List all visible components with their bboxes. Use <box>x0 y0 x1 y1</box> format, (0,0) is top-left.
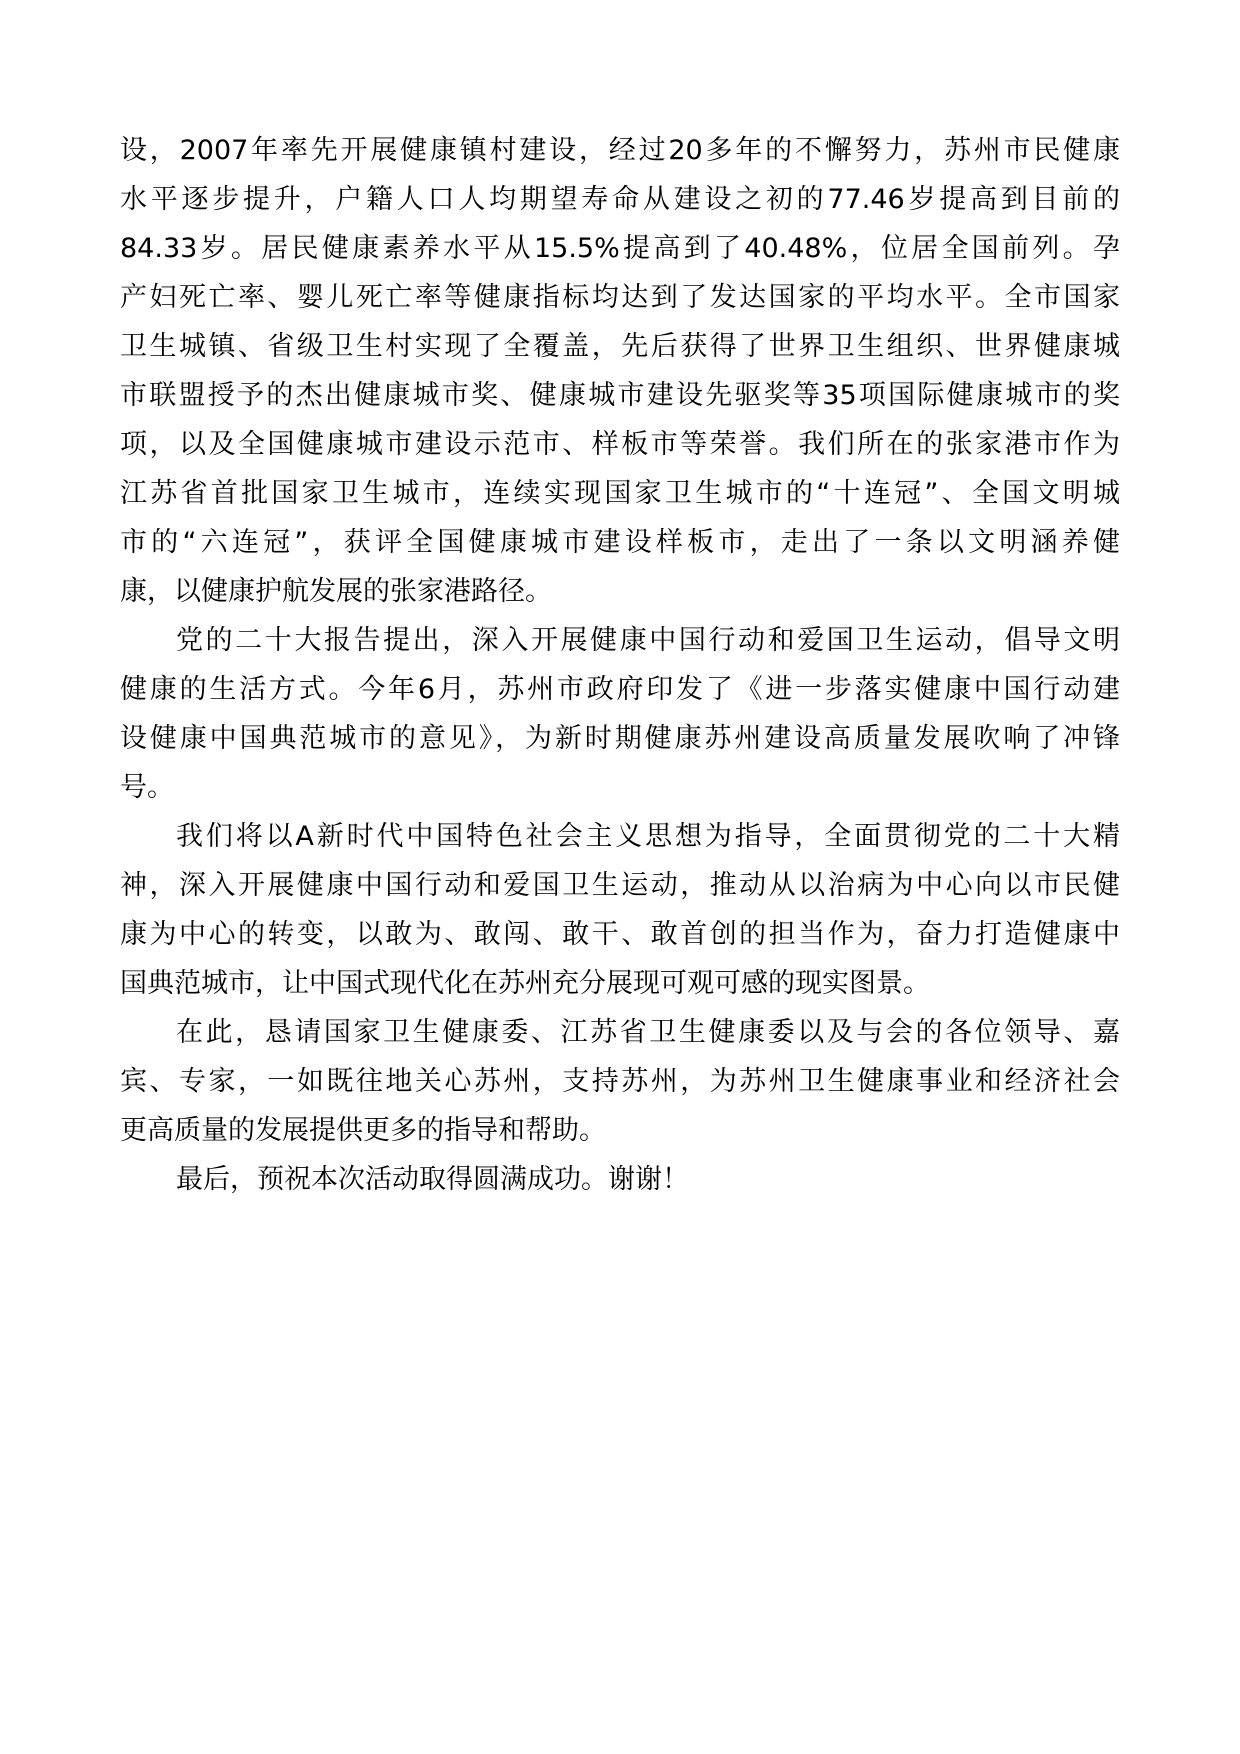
text-line: 设健康中国典范城市的意见》，为新时期健康苏州建设高质量发展吹响了冲锋 <box>120 723 1120 754</box>
text-line: 项，以及全国健康城市建设示范市、样板市等荣誉。我们所在的张家港市作为 <box>120 429 1120 460</box>
text-line: 84.33岁。居民健康素养水平从15.5%提高到了40.48%，位居全国前列。孕 <box>120 233 1120 264</box>
text-line: 市联盟授予的杰出健康城市奖、健康城市建设先驱奖等35项国际健康城市的奖 <box>120 380 1120 411</box>
text-line: 我们将以A新时代中国特色社会主义思想为指导，全面贯彻党的二十大精 <box>176 821 1120 852</box>
text-line: 卫生城镇、省级卫生村实现了全覆盖，先后获得了世界卫生组织、世界健康城 <box>120 331 1120 362</box>
text-line: 党的二十大报告提出，深入开展健康中国行动和爱国卫生运动，倡导文明 <box>176 625 1120 656</box>
document-body <box>120 126 1120 1204</box>
text-line: 康，以健康护航发展的张家港路径。 <box>120 576 552 607</box>
paragraph-1 <box>120 126 1120 616</box>
text-line: 江苏省首批国家卫生城市，连续实现国家卫生城市的“十连冠”、全国文明城 <box>120 478 1120 509</box>
text-line: 康为中心的转变，以敢为、敢闯、敢干、敢首创的担当作为，奋力打造健康中 <box>120 919 1120 950</box>
text-line: 号。 <box>120 772 174 803</box>
paragraph-4 <box>120 1008 1120 1155</box>
text-line: 宾、专家，一如既往地关心苏州，支持苏州，为苏州卫生健康事业和经济社会 <box>120 1066 1120 1097</box>
paragraph-3 <box>120 812 1120 1008</box>
text-line: 国典范城市，让中国式现代化在苏州充分展现可观可感的现实图景。 <box>120 968 930 999</box>
text-line: 市的“六连冠”，获评全国健康城市建设样板市，走出了一条以文明涵养健 <box>120 527 1120 558</box>
text-line: 设，2007年率先开展健康镇村建设，经过20多年的不懈努力，苏州市民健康 <box>120 135 1120 166</box>
paragraph-2 <box>120 616 1120 812</box>
text-line: 健康的生活方式。今年6月，苏州市政府印发了《进一步落实健康中国行动建 <box>120 674 1120 705</box>
text-line: 最后，预祝本次活动取得圆满成功。谢谢！ <box>176 1164 689 1195</box>
text-line: 在此，恳请国家卫生健康委、江苏省卫生健康委以及与会的各位领导、嘉 <box>176 1017 1120 1048</box>
text-line: 水平逐步提升，户籍人口人均期望寿命从建设之初的77.46岁提高到目前的 <box>120 184 1120 215</box>
paragraph-5 <box>120 1155 1120 1204</box>
text-line: 更高质量的发展提供更多的指导和帮助。 <box>120 1115 606 1146</box>
text-line: 神，深入开展健康中国行动和爱国卫生运动，推动从以治病为中心向以市民健 <box>120 870 1120 901</box>
text-line: 产妇死亡率、婴儿死亡率等健康指标均达到了发达国家的平均水平。全市国家 <box>120 282 1120 313</box>
